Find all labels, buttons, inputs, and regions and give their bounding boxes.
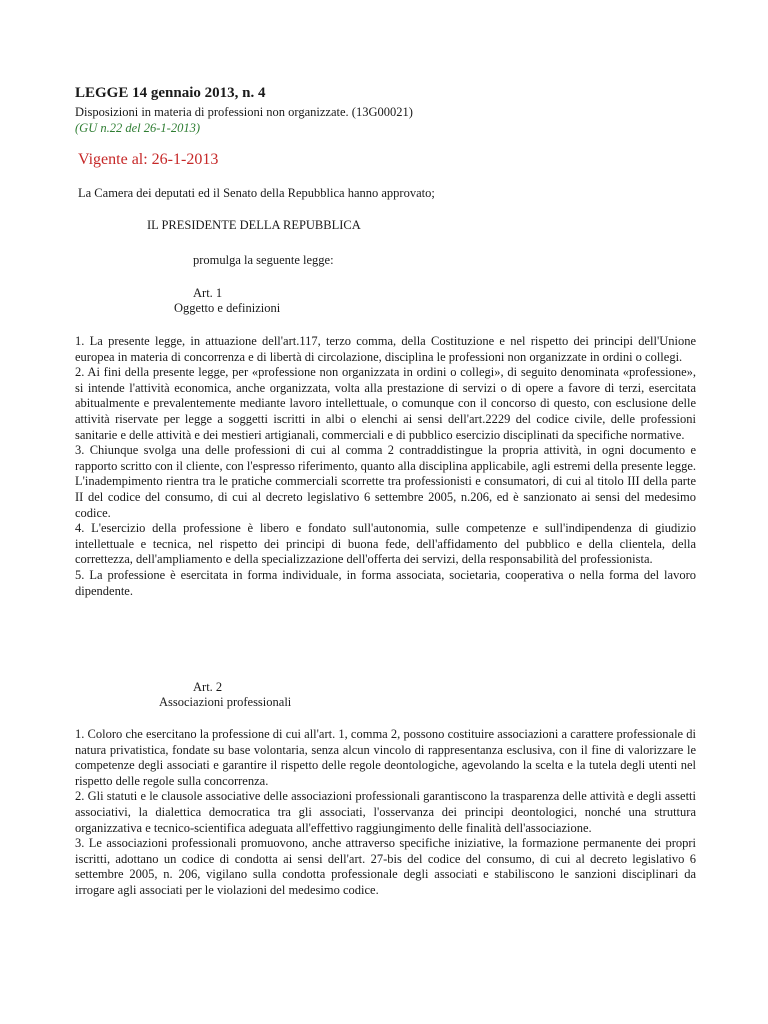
article-1-heading: Oggetto e definizioni bbox=[174, 301, 281, 315]
law-subtitle: Disposizioni in materia di professioni non organizzate. (13G00021) bbox=[75, 105, 413, 119]
article-1-paragraph-1: 1. La presente legge, in attuazione dell'art.117, terzo comma, della Costituzione e nel rispetto dei principi dell'Unione europea in materia di concorrenza e di libertà di circolazione, disciplina le professioni non organizzate in ordini o collegi. bbox=[75, 334, 696, 364]
promulgation-line: promulga la seguente legge: bbox=[193, 253, 334, 267]
law-title: LEGGE 14 gennaio 2013, n. 4 bbox=[75, 85, 266, 101]
article-1-paragraph-4: 4. L'esercizio della professione è libero e fondato sull'autonomia, sulle competenze e sull'indipendenza di giudizio intellettuale e tecnica, nel rispetto dei principi di buona fede, dell'affidamento del pubblico e della clientela, della correttezza, dell'ampliamento e della specializzazione dell'offerta dei servizi, della responsabilità del professionista. bbox=[75, 521, 696, 567]
article-1-body bbox=[75, 334, 696, 599]
article-1-paragraph-3: 3. Chiunque svolga una delle professioni di cui al comma 2 contraddistingue la propria attività, in ogni documento e rapporto scritto con il cliente, con l'espresso riferimento, quanto alla disciplina applicabile, agli estremi della presente legge. L'inadempimento rientra tra le pratiche commerciali scorrette tra professionisti e consumatori, di cui al titolo III della parte II del codice del consumo, di cui al decreto legislativo 6 settembre 2005, n.206, ed è sanzionato ai sensi del medesimo codice. bbox=[75, 443, 696, 520]
gazette-reference: (GU n.22 del 26-1-2013) bbox=[75, 121, 200, 135]
article-2-number: Art. 2 bbox=[193, 680, 223, 694]
article-2-heading: Associazioni professionali bbox=[159, 695, 292, 709]
article-1-paragraph-2: 2. Ai fini della presente legge, per «professione non organizzata in ordini o collegi», di seguito denominata «professione», si intende l'attività economica, anche organizzata, volta alla prestazione di servizi o di opere a favore di terzi, esercitata abitualmente e prevalentemente mediante lavoro intellettuale, o comunque con il concorso di questo, con esclusione delle attività riservate per legge a soggetti iscritti in albi o elenchi ai sensi dell'art.2229 del codice civile, delle professioni sanitarie e delle attività e dei mestieri artigianali, commerciali e di pubblico esercizio disciplinati da specifiche normative. bbox=[75, 365, 696, 442]
president-heading: IL PRESIDENTE DELLA REPUBBLICA bbox=[147, 218, 361, 232]
article-2-paragraph-2: 2. Gli statuti e le clausole associative delle associazioni professionali garantiscono la trasparenza delle attività e degli assetti associativi, la dialettica democratica tra gli associati, l'osservanza dei principi deontologici, nonché una struttura organizzativa e tecnico-scientifica adeguata all'effettivo raggiungimento delle finalità dell'associazione. bbox=[75, 789, 696, 835]
article-2-body bbox=[75, 727, 696, 899]
article-1-paragraph-5: 5. La professione è esercitata in forma individuale, in forma associata, societaria, cooperativa o nella forma del lavoro dipendente. bbox=[75, 567, 696, 598]
article-2-paragraph-1: 1. Coloro che esercitano la professione di cui all'art. 1, comma 2, possono costituire associazioni a carattere professionale di natura privatistica, fondate su base volontaria, senza alcun vincolo di rappresentanza esclusiva, con il fine di valorizzare le competenze degli associati e garantire il rispetto delle regole deontologiche, agevolando la scelta e la tutela degli utenti nel rispetto delle regole sulla concorrenza. bbox=[75, 727, 696, 788]
approval-statement: La Camera dei deputati ed il Senato della Repubblica hanno approvato; bbox=[78, 186, 435, 200]
vigente-date: Vigente al: 26-1-2013 bbox=[78, 151, 219, 168]
article-1-number: Art. 1 bbox=[193, 286, 223, 300]
article-2-paragraph-3: 3. Le associazioni professionali promuovono, anche attraverso specifiche iniziative, la formazione permanente dei propri iscritti, adottano un codice di condotta ai sensi dell'art. 27-bis del codice del consumo, di cui al decreto legislativo 6 settembre 2005, n. 206, vigilano sulla condotta professionale degli associati e stabiliscono le sanzioni disciplinari da irrogare agli associati per le violazioni del medesimo codice. bbox=[75, 836, 696, 897]
